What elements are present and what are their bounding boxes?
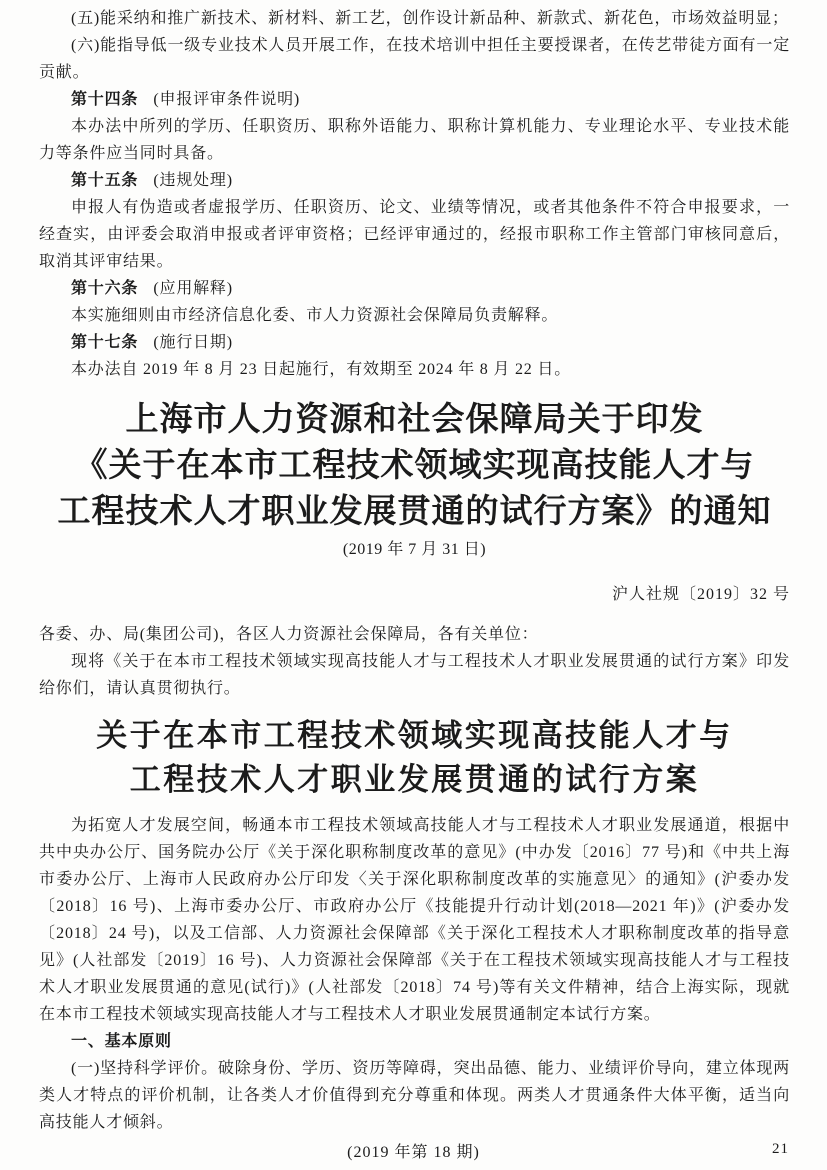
plan-title-line-2: 工程技术人才职业发展贯通的试行方案	[129, 762, 700, 797]
plan-title-line-1: 关于在本市工程技术领域实现高技能人才与	[96, 718, 733, 753]
article-14-title: (申报评审条件说明)	[153, 91, 301, 108]
article-17-number: 第十七条	[71, 334, 139, 351]
article-16-number: 第十六条	[71, 280, 139, 297]
principle-1-paragraph: (一)坚持科学评价。破除身份、学历、资历等障碍，突出品德、能力、业绩评价导向，建立体现两类人才特点的评价机制，让各类人才价值得到充分尊重和体现。两类人才贯通条件大体平衡，适当向高技能人才倾斜。	[39, 1060, 790, 1131]
article-17-heading	[39, 329, 790, 356]
article-15-title: (违规处理)	[153, 172, 233, 189]
article-14-heading	[39, 86, 790, 113]
article-16-title: (应用解释)	[153, 280, 233, 297]
section-1-heading: 一、基本原则	[71, 1033, 172, 1050]
article-16-heading	[39, 275, 790, 302]
article-14-body: 本办法中所列的学历、任职资历、职称外语能力、职称计算机能力、专业理论水平、专业技术能力等条件应当同时具备。	[39, 118, 790, 162]
article-15-number: 第十五条	[71, 172, 139, 189]
plan-title	[39, 714, 790, 802]
notice-title-line-1: 上海市人力资源和社会保障局关于印发	[125, 402, 704, 438]
document-number: 沪人社规〔2019〕32 号	[611, 586, 790, 603]
article-15-heading	[39, 167, 790, 194]
article-16-body: 本实施细则由市经济信息化委、市人力资源社会保障局负责解释。	[71, 307, 559, 324]
notice-title	[39, 397, 790, 535]
notice-title-line-3: 工程技术人才职业发展贯通的试行方案》的通知	[57, 494, 772, 530]
notice-body: 现将《关于在本市工程技术领域实现高技能人才与工程技术人才职业发展贯通的试行方案》印发给你们，请认真贯彻执行。	[39, 653, 790, 697]
plan-body-section	[39, 812, 790, 1136]
clause-6: (六)能指导低一级专业技术人员开展工作，在技术培训中担任主要授课者，在传艺带徒方面有一定贡献。	[39, 37, 790, 81]
notice-title-line-2: 《关于在本市工程技术领域实现高技能人才与	[74, 448, 755, 484]
plan-intro-paragraph: 为拓宽人才发展空间，畅通本市工程技术领域高技能人才与工程技术人才职业发展通道，根据中共中央办公厅、国务院办公厅《关于深化职称制度改革的意见》(中办发〔2016〕77 号)和《中共上海市委办公厅、上海市人民政府办公厅印发〈关于深化职称制度改革的实施意见〉的通知》(沪委办发〔2018〕16 号)、上海市委办公厅、市政府办公厅《技能提升行动计划(2018—2021 年)》(沪委办发〔2018〕24 号)，以及工信部、人力资源社会保障部《关于深化工程技术人才职称制度改革的指导意见》(人社部发〔2019〕16 号)、人力资源社会保障部《关于在工程技术领域实现高技能人才与工程技术人才职业发展贯通的意见(试行)》(人社部发〔2018〕74 号)等有关文件精神，结合上海实际，现就在本市工程技术领域实现高技能人才与工程技术人才职业发展贯通制定本试行方案。	[39, 817, 790, 1023]
article-17-body: 本办法自 2019 年 8 月 23 日起施行，有效期至 2024 年 8 月 22 日。	[71, 361, 572, 378]
salutation: 各委、办、局(集团公司)，各区人力资源社会保障局，各有关单位：	[39, 626, 539, 643]
article-15-body: 申报人有伪造或者虚报学历、任职资历、论文、业绩等情况，或者其他条件不符合申报要求，一经查实，由评委会取消申报或者评审资格；已经评审通过的，经报市职称工作主管部门审核同意后，取消其评审结果。	[39, 199, 790, 270]
article-17-title: (施行日期)	[153, 334, 233, 351]
measures-tail-section	[39, 5, 790, 383]
notice-header	[39, 397, 790, 563]
clause-5: (五)能采纳和推广新技术、新材料、新工艺，创作设计新品种、新款式、新花色，市场效益明显；	[71, 10, 789, 27]
page-number: 21	[772, 1141, 789, 1157]
article-14-number: 第十四条	[71, 91, 139, 108]
notice-date: (2019 年 7 月 31 日)	[342, 541, 487, 558]
issue-label: (2019 年第 18 期)	[347, 1144, 480, 1161]
